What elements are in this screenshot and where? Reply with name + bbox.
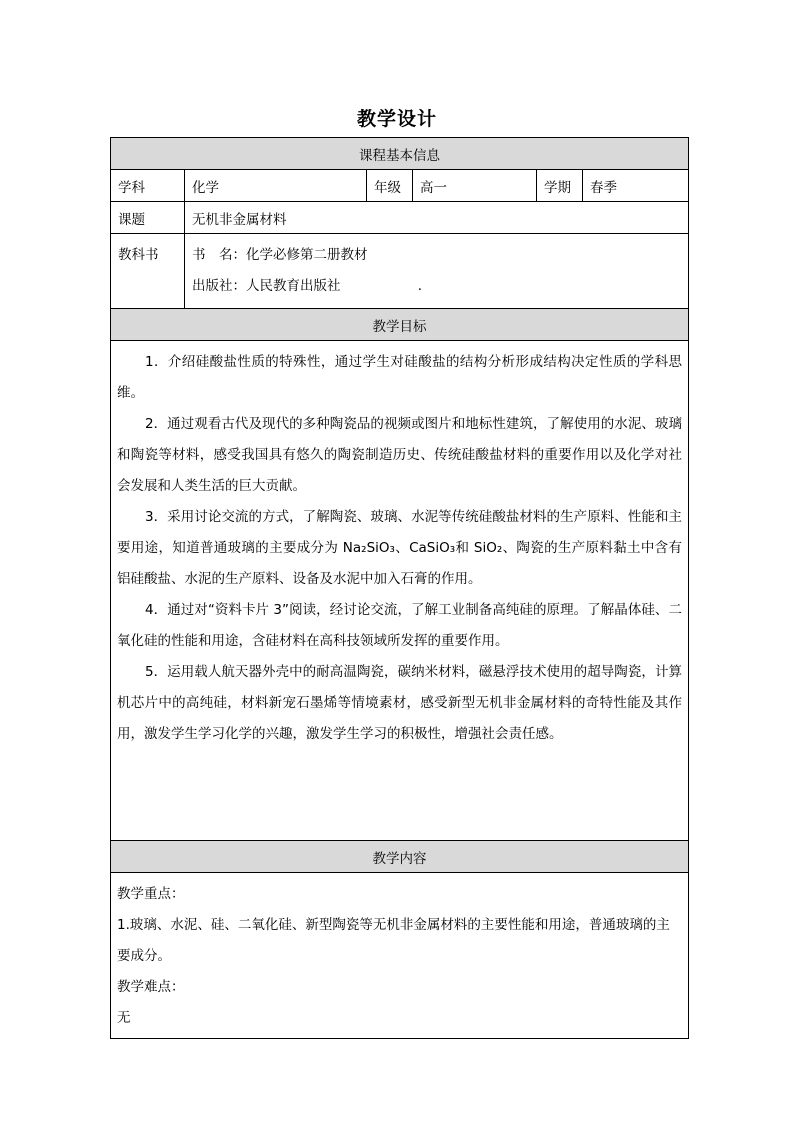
topic-row	[111, 202, 689, 234]
content-row	[111, 873, 689, 1039]
content-body	[111, 873, 689, 1039]
objective-item: 2．通过观看古代及现代的多种陶瓷品的视频或图片和地标性建筑，了解使用的水泥、玻璃和陶瓷等材料，感受我国具有悠久的陶瓷制造历史、传统硅酸盐材料的重要作用以及化学对社会发展和人类生活的巨大贡献。	[117, 416, 682, 494]
term-label: 学期	[537, 170, 583, 202]
objectives-body	[111, 341, 689, 841]
topic-value: 无机非金属材料	[185, 202, 689, 234]
textbook-label: 教科书	[111, 234, 185, 309]
key-points-text: 1.玻璃、水泥、硅、二氧化硅、新型陶瓷等无机非金属材料的主要性能和用途，普通玻璃的主要成分。	[117, 917, 670, 964]
term-value: 春季	[583, 170, 689, 202]
difficulties-label: 教学难点：	[117, 979, 185, 995]
grade-label: 年级	[367, 170, 413, 202]
content-header-row	[111, 841, 689, 873]
subject-label: 学科	[111, 170, 185, 202]
basic-info-header: 课程基本信息	[111, 138, 689, 170]
basic-info-header-row	[111, 138, 689, 170]
objectives-row	[111, 341, 689, 841]
subject-row	[111, 170, 689, 202]
grade-value: 高一	[413, 170, 537, 202]
objective-item: 5．运用载人航天器外壳中的耐高温陶瓷，碳纳米材料，磁悬浮技术使用的超导陶瓷，计算机芯片中的高纯硅，材料新宠石墨烯等情境素材，感受新型无机非金属材料的奇特性能及其作用，激发学生学习化学的兴趣，激发学生学习的积极性，增强社会责任感。	[117, 664, 682, 742]
content-header: 教学内容	[111, 841, 689, 873]
textbook-info	[185, 234, 689, 309]
objective-item: 3．采用讨论交流的方式，了解陶瓷、玻璃、水泥等传统硅酸盐材料的生产原料、性能和主要用途，知道普通玻璃的主要成分为 Na₂SiO₃、CaSiO₃和 SiO₂、陶瓷的生产原料黏土中含有铝硅酸盐、水泥的生产原料、设备及水泥中加入石膏的作用。	[117, 509, 682, 587]
subject-value: 化学	[185, 170, 367, 202]
objective-item: 4．通过对“资料卡片 3”阅读，经讨论交流，了解工业制备高纯硅的原理。了解晶体硅、二氧化硅的性能和用途，含硅材料在高科技领域所发挥的重要作用。	[117, 602, 682, 649]
objectives-header-row	[111, 309, 689, 341]
objectives-header: 教学目标	[111, 309, 689, 341]
page-title: 教学设计	[356, 108, 437, 130]
difficulties-text: 无	[117, 1010, 131, 1026]
textbook-publisher: 出版社：人民教育出版社 .	[192, 278, 423, 294]
topic-label: 课题	[111, 202, 185, 234]
objective-item: 1．介绍硅酸盐性质的特殊性，通过学生对硅酸盐的结构分析形成结构决定性质的学科思维。	[117, 354, 682, 401]
textbook-row	[111, 234, 689, 309]
lesson-design-table	[110, 137, 689, 1039]
key-points-label: 教学重点：	[117, 886, 185, 902]
textbook-name: 书 名：化学必修第二册教材	[192, 247, 368, 263]
